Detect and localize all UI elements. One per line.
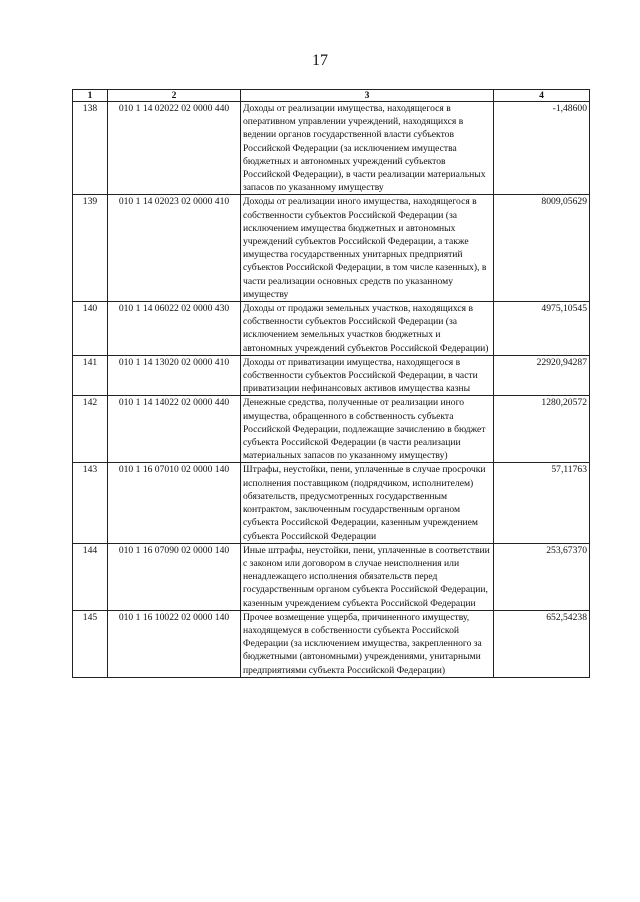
revenue-description: Штрафы, неустойки, пени, уплаченные в случае просрочки исполнения поставщиком (подрядчиком, исполнителем) обязательств, предусмотренных государственным контрактом, заключенным государственным органом субъекта Российской Федерации, казенным учреждением субъекта Российской Федерации bbox=[241, 463, 494, 543]
amount: 1280,20572 bbox=[494, 396, 590, 463]
amount: 22920,94287 bbox=[494, 355, 590, 396]
row-number: 145 bbox=[73, 610, 108, 677]
table-row bbox=[73, 463, 590, 543]
row-number: 139 bbox=[73, 195, 108, 302]
column-header-1: 1 bbox=[73, 90, 108, 102]
amount: -1,48600 bbox=[494, 102, 590, 195]
revenue-description: Иные штрафы, неустойки, пени, уплаченные в соответствии с законом или договором в случае неисполнения или ненадлежащего исполнения обязательств перед государственным органом субъекта Российской Федерации, казенным учреждением субъекта Российской Федерации bbox=[241, 543, 494, 610]
table-row bbox=[73, 302, 590, 356]
table-row bbox=[73, 396, 590, 463]
table-row bbox=[73, 102, 590, 195]
amount: 4975,10545 bbox=[494, 302, 590, 356]
table-row bbox=[73, 610, 590, 677]
revenue-description: Доходы от реализации иного имущества, находящегося в собственности субъектов Российской Федерации (за исключением имущества бюджетных и автономных учреждений субъектов Российской Федерации, а также имущества государственных унитарных предприятий субъектов Российской Федерации, в том числе казенных), в части реализации основных средств по указанному имуществу bbox=[241, 195, 494, 302]
budget-code: 010 1 16 10022 02 0000 140 bbox=[108, 610, 241, 677]
row-number: 144 bbox=[73, 543, 108, 610]
amount: 652,54238 bbox=[494, 610, 590, 677]
budget-code: 010 1 14 02022 02 0000 440 bbox=[108, 102, 241, 195]
revenue-description: Доходы от продажи земельных участков, находящихся в собственности субъектов Российской Федерации (за исключением земельных участков бюджетных и автономных учреждений субъектов Российской Федерации) bbox=[241, 302, 494, 356]
table-header-row bbox=[73, 90, 590, 102]
row-number: 142 bbox=[73, 396, 108, 463]
row-number: 143 bbox=[73, 463, 108, 543]
revenue-table bbox=[72, 89, 590, 678]
revenue-description: Доходы от приватизации имущества, находящегося в собственности субъектов Российской Федерации, в части приватизации нефинансовых активов имущества казны bbox=[241, 355, 494, 396]
amount: 8009,05629 bbox=[494, 195, 590, 302]
budget-code: 010 1 16 07010 02 0000 140 bbox=[108, 463, 241, 543]
page-number: 17 bbox=[312, 52, 328, 69]
row-number: 138 bbox=[73, 102, 108, 195]
amount: 57,11763 bbox=[494, 463, 590, 543]
revenue-description: Доходы от реализации имущества, находящегося в оперативном управлении учреждений, находящихся в ведении органов государственной власти субъектов Российской Федерации (за исключением имущества бюджетных и автономных учреждений субъектов Российской Федерации), в части реализации материальных запасов по указанному имуществу bbox=[241, 102, 494, 195]
table-row bbox=[73, 195, 590, 302]
table-row bbox=[73, 543, 590, 610]
budget-code: 010 1 14 13020 02 0000 410 bbox=[108, 355, 241, 396]
budget-code: 010 1 16 07090 02 0000 140 bbox=[108, 543, 241, 610]
column-header-4: 4 bbox=[494, 90, 590, 102]
column-header-3: 3 bbox=[241, 90, 494, 102]
revenue-description: Прочее возмещение ущерба, причиненного имуществу, находящемуся в собственности субъекта Российской Федерации (за исключением имущества, закрепленного за бюджетными (автономными) учреждениями, унитарными предприятиями субъекта Российской Федерации) bbox=[241, 610, 494, 677]
table-row bbox=[73, 355, 590, 396]
budget-code: 010 1 14 14022 02 0000 440 bbox=[108, 396, 241, 463]
revenue-description: Денежные средства, полученные от реализации иного имущества, обращенного в собственность субъекта Российской Федерации, подлежащие зачислению в бюджет субъекта Российской Федерации (в части реализации материальных запасов по указанному имуществу) bbox=[241, 396, 494, 463]
amount: 253,67370 bbox=[494, 543, 590, 610]
budget-code: 010 1 14 06022 02 0000 430 bbox=[108, 302, 241, 356]
budget-code: 010 1 14 02023 02 0000 410 bbox=[108, 195, 241, 302]
column-header-2: 2 bbox=[108, 90, 241, 102]
row-number: 140 bbox=[73, 302, 108, 356]
row-number: 141 bbox=[73, 355, 108, 396]
